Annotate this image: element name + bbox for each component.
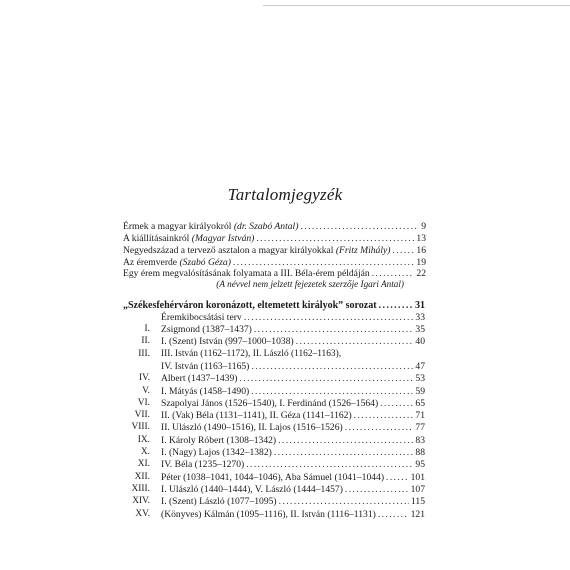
- chapter-number: II.: [141, 336, 150, 346]
- toc-entry[interactable]: [161, 484, 425, 496]
- toc-entry[interactable]: [161, 398, 425, 410]
- dot-leader: [392, 245, 414, 257]
- dot-leader: [278, 435, 413, 447]
- page-number: 33: [415, 312, 425, 323]
- chapter-number: VIII.: [131, 422, 150, 432]
- entry-title: Albert (1437–1439): [161, 373, 238, 384]
- page-number: 47: [415, 361, 425, 372]
- page-number: 35: [415, 324, 425, 335]
- toc-entry[interactable]: [123, 245, 426, 257]
- chapter-number: VI.: [137, 398, 150, 408]
- entry-title: Zsigmond (1387–1437): [161, 324, 252, 335]
- entry-title: IV. Béla (1235–1270): [161, 459, 245, 470]
- dot-leader: [254, 324, 414, 336]
- chapter-number: XII.: [134, 472, 150, 482]
- dot-leader: [354, 410, 414, 422]
- chapter-number: IV.: [138, 373, 150, 383]
- entry-title: Péter (1038–1041, 1044–1046), Aba Sámuel (1041–1044): [161, 472, 385, 483]
- entry-title: Az éremverde (Szabó Géza): [123, 257, 231, 268]
- chapter-number: III.: [138, 349, 150, 359]
- entry-title: I. (Nagy) Lajos (1342–1382): [161, 447, 272, 458]
- entry-title: I. Károly Róbert (1308–1342): [161, 435, 277, 446]
- chapter-number: XIII.: [131, 484, 150, 494]
- page-number: 121: [410, 509, 425, 520]
- toc-entry[interactable]: [123, 233, 426, 245]
- dot-leader: [345, 484, 409, 496]
- dot-leader: [380, 398, 413, 410]
- chapter-number: I.: [144, 324, 150, 334]
- entry-title: Negyedszázad a tervező asztalon a magyar királyokkal (Fritz Mihály): [123, 245, 391, 256]
- page-number: 115: [410, 496, 425, 507]
- page-number: 9: [421, 221, 426, 232]
- entry-title: Éremkibocsátási terv: [161, 312, 242, 323]
- page-number: 95: [415, 459, 425, 470]
- chapter-number: XIV.: [132, 496, 150, 506]
- page-number: 22: [416, 268, 426, 279]
- toc-entry[interactable]: [161, 435, 425, 447]
- dot-leader: [296, 336, 414, 348]
- page-number: 40: [415, 336, 425, 347]
- page-number: 88: [415, 447, 425, 458]
- toc-entry[interactable]: [161, 361, 425, 373]
- toc-entry[interactable]: [161, 336, 425, 348]
- toc-entry[interactable]: [161, 447, 425, 459]
- page-number: 31: [415, 300, 425, 311]
- toc-entry[interactable]: [161, 496, 425, 508]
- chapter-number: XV.: [135, 509, 150, 519]
- page-number: 19: [416, 257, 426, 268]
- chapter-number: V.: [142, 386, 150, 396]
- toc-entry[interactable]: [161, 472, 425, 484]
- section-heading[interactable]: [123, 300, 425, 312]
- dot-leader: [246, 459, 413, 471]
- entry-title: II. Ulászló (1490–1516), II. Lajos (1516–1526): [161, 422, 343, 433]
- page-number: 59: [415, 386, 425, 397]
- toc-entry[interactable]: [161, 312, 425, 324]
- page-number: 83: [415, 435, 425, 446]
- entry-title: I. Ulászló (1440–1444), V. László (1444–1457): [161, 484, 343, 495]
- dot-leader: [251, 361, 413, 373]
- dot-leader: [274, 447, 414, 459]
- entry-title: Szapolyai János (1526–1540), I. Ferdinánd (1526–1564): [161, 398, 379, 409]
- page-number: 53: [415, 373, 425, 384]
- page-number: 101: [410, 472, 425, 483]
- page-number: 65: [415, 398, 425, 409]
- toc-entry[interactable]: [123, 221, 426, 233]
- toc-entry[interactable]: [161, 459, 425, 471]
- toc-entry[interactable]: [161, 324, 425, 336]
- entry-title: Egy érem megvalósításának folyamata a III. Béla-érem példáján: [123, 268, 370, 279]
- entry-title: A kiállításainkról (Magyar István): [123, 233, 255, 244]
- dot-leader: [378, 509, 409, 521]
- toc-entry[interactable]: [161, 373, 425, 385]
- chapter-number: XI.: [137, 459, 150, 469]
- section-title: „Székesfehérváron koronázott, eltemetett királyok” sorozat: [123, 300, 377, 311]
- page-number: 77: [415, 422, 425, 433]
- toc-entry[interactable]: [161, 422, 425, 434]
- entry-title: I. (Szent) László (1077–1095): [161, 496, 277, 507]
- dot-leader: [379, 300, 413, 312]
- dot-leader: [239, 373, 413, 385]
- page-number: 107: [410, 484, 425, 495]
- page-number: 16: [416, 245, 426, 256]
- dot-leader: [386, 472, 409, 484]
- toc-entry[interactable]: [161, 509, 425, 521]
- chapter-number: X.: [140, 447, 150, 457]
- dot-leader: [251, 386, 413, 398]
- toc-entry[interactable]: [161, 386, 425, 398]
- dot-leader: [244, 312, 414, 324]
- dot-leader: [300, 221, 419, 233]
- entry-title: Érmek a magyar királyokról (dr. Szabó Antal): [123, 221, 299, 232]
- entry-title: (Könyves) Kálmán (1095–1116), II. István (1116–1131): [161, 509, 376, 520]
- chapter-number: VII.: [134, 410, 150, 420]
- entry-title: IV. István (1163–1165): [161, 361, 250, 372]
- dot-leader: [279, 496, 409, 508]
- entry-title: II. (Vak) Béla (1131–1141), II. Géza (1141–1162): [161, 410, 352, 421]
- page-title: Tartalomjegyzék: [227, 185, 343, 204]
- toc-entry[interactable]: [161, 410, 425, 422]
- entry-title: I. (Szent) István (997–1000–1038): [161, 336, 294, 347]
- page-number: 13: [416, 233, 426, 244]
- dot-leader: [345, 422, 414, 434]
- entry-title: I. Mátyás (1458–1490): [161, 386, 250, 397]
- page-number: 71: [415, 410, 425, 421]
- dot-leader: [256, 233, 414, 245]
- author-note: (A névvel nem jelzett fejezetek szerzője Igari Antal): [216, 279, 404, 289]
- toc-entry[interactable]: III. István (1162–1172), II. László (1162–1163),: [161, 349, 342, 359]
- chapter-number: IX.: [137, 435, 150, 445]
